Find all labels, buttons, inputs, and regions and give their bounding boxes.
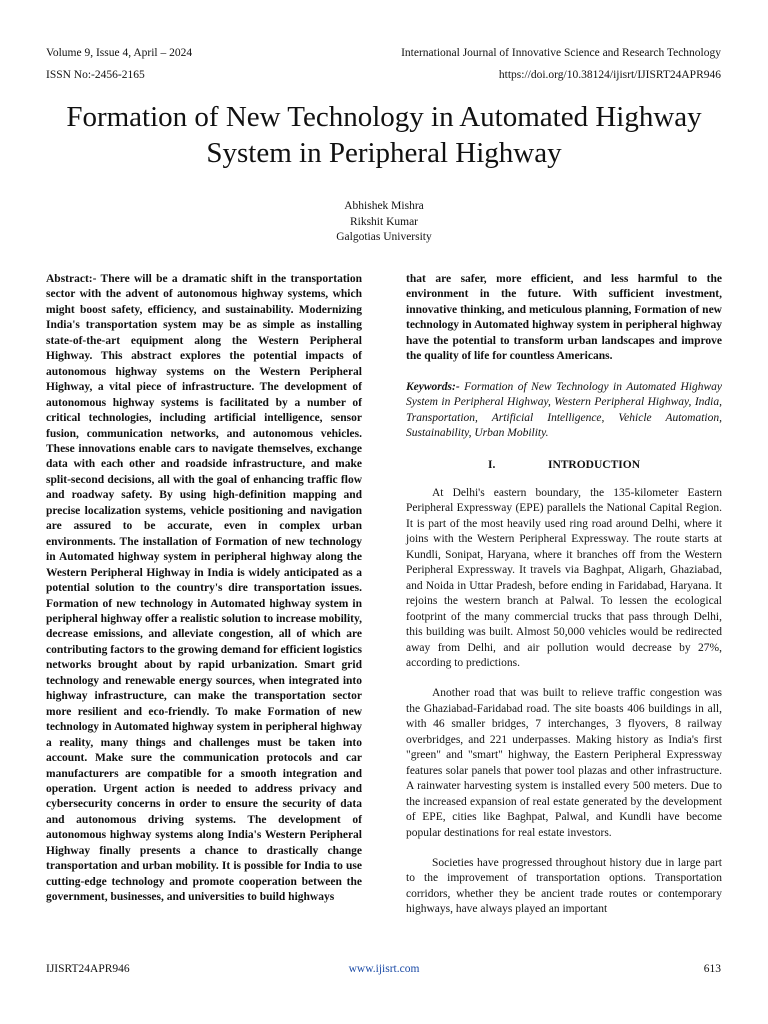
issn-number: ISSN No:-2456-2165 bbox=[46, 69, 145, 81]
keywords-label: Keywords:- bbox=[406, 380, 460, 393]
section-title: INTRODUCTION bbox=[547, 458, 640, 471]
intro-paragraph: Another road that was built to relieve traffic congestion was the Ghaziabad-Faridabad road. The site boasts 406 buildings in all, with 46 smaller bridges, 7 interchanges, 3 flyovers, 8 railway overbridges, and 221 underpasses. Making history as India's first "green" and "smart" highway, the Eastern Peripheral Expressway features solar panels that power tool plazas and other infrastructure. A rainwater harvesting system is installed every 500 meters. Due to the increased expansion of real estate generated by the development of EPE, cities like Baghpat, Palwal, and Kundli have become popular destinations for real estate investors. bbox=[406, 687, 722, 839]
footer-paper-id: IJISRT24APR946 bbox=[46, 963, 130, 975]
intro-paragraph: Societies have progressed throughout history due in large part to the improvement of transportation options. Transportation corridors, whether they be ancient trade routes or contemporary highways, have always played an important bbox=[406, 856, 722, 916]
author-name: Rikshit Kumar bbox=[349, 215, 419, 228]
author-name: Abhishek Mishra bbox=[344, 200, 424, 212]
journal-name: International Journal of Innovative Science and Research Technology bbox=[401, 47, 721, 59]
paper-title: Formation of New Technology in Automated Highway System in Peripheral Highway bbox=[66, 101, 702, 169]
intro-paragraph: At Delhi's eastern boundary, the 135-kilometer Eastern Peripheral Expressway (EPE) parallels the National Capital Region. It is part of the most heavily used ring road around Delhi, where it joins with the Western Peripheral Expressway. The route starts at Kundli, Sonipat, Haryana, where it branches off from the Western Peripheral Expressway. It travels via Baghpat, Aligarh, Ghaziabad, and Noida in Uttar Pradesh, before ending in Faridabad, Haryana. It rejoins the western branch at Palwal. To lessen the ecological footprint of the many commercial trucks that pass through Delhi, this building was built. Almost 50,000 vehicles would be redirected away from Delhi, and air pollution would decrease by 27%, according to predictions. bbox=[406, 486, 722, 669]
author-block bbox=[0, 199, 768, 246]
abstract-continuation: that are safer, more efficient, and less harmful to the environment in the future. With sufficient investment, innovative thinking, and meticulous planning, Formation of new technology in Automated highway system in peripheral highway have the potential to transform urban landscapes and improve the quality of life for countless Americans. bbox=[406, 273, 722, 363]
left-column bbox=[46, 272, 362, 906]
keywords-text: Formation of New Technology in Automated Highway System in Peripheral Highway, Western Peripheral Highway, India, Transportation, Artificial Intelligence, Vehicle Automation, Sustainability, Urban Mobility. bbox=[406, 380, 722, 440]
volume-issue: Volume 9, Issue 4, April – 2024 bbox=[46, 47, 193, 59]
keywords bbox=[406, 380, 722, 442]
doi-link[interactable]: https://doi.org/10.38124/ijisrt/IJISRT24APR946 bbox=[498, 69, 721, 81]
page-number: 613 bbox=[703, 963, 721, 975]
section-heading-introduction bbox=[406, 458, 722, 473]
footer-website-link[interactable]: www.ijisrt.com bbox=[348, 963, 420, 975]
author-affiliation: Galgotias University bbox=[336, 231, 432, 243]
section-number: I. bbox=[487, 458, 496, 471]
right-column bbox=[406, 272, 722, 918]
abstract-text: Abstract:- There will be a dramatic shift in the transportation sector with the advent of autonomous highway systems, which might boost safety, efficiency, and sustainability. Modernizing India's transportation system may be as simple as installing state-of-the-art equipment along the Western Peripheral Highway. This abstract explores the potential impacts of autonomous highway systems on the Western Peripheral Highway, a vital piece of infrastructure. The development of autonomous highway systems is facilitated by a number of critical technologies, including artificial intelligence, sensor fusion, communication networks, and autonomous vehicles. These innovations enable cars to navigate themselves, exchange data with each other and roadside infrastructure, and make split-second decisions, all with the goal of enhancing traffic flow and roadway safety. By using high-definition mapping and precise localization systems, vehicle positioning and navigation are assured to be accurate, even in complex urban environments. The installation of Formation of new technology in Automated highway system in peripheral highway along the Western Peripheral Highway in India is widely anticipated as a potential solution to the country's dire transportation issues. Formation of new technology in Automated highway system in peripheral highway offer a realistic solution to increase mobility, decrease emissions, and alleviate congestion, all of which are contributing factors to the growing demand for efficient logistics networks brought about by rapid urbanization. Smart grid technology and renewable energy sources, when integrated into highway infrastructure, can make the transportation sector more resilient and eco-friendly. To make Formation of new technology in Automated highway system in peripheral highway a reality, many things and challenges must be taken into account. Make sure the communication protocols and car manufacturers are compatible for a smooth integration and operation. Urgent action is needed to address privacy and cybersecurity concerns in order to ensure the security of data and autonomous driving systems. The development of autonomous highway systems along India's Western Peripheral Highway finally presents a chance to drastically change transportation and urban mobility. It is possible for India to use cutting-edge technology and promote cooperation between the government, businesses, and universities to build highways bbox=[46, 273, 362, 904]
